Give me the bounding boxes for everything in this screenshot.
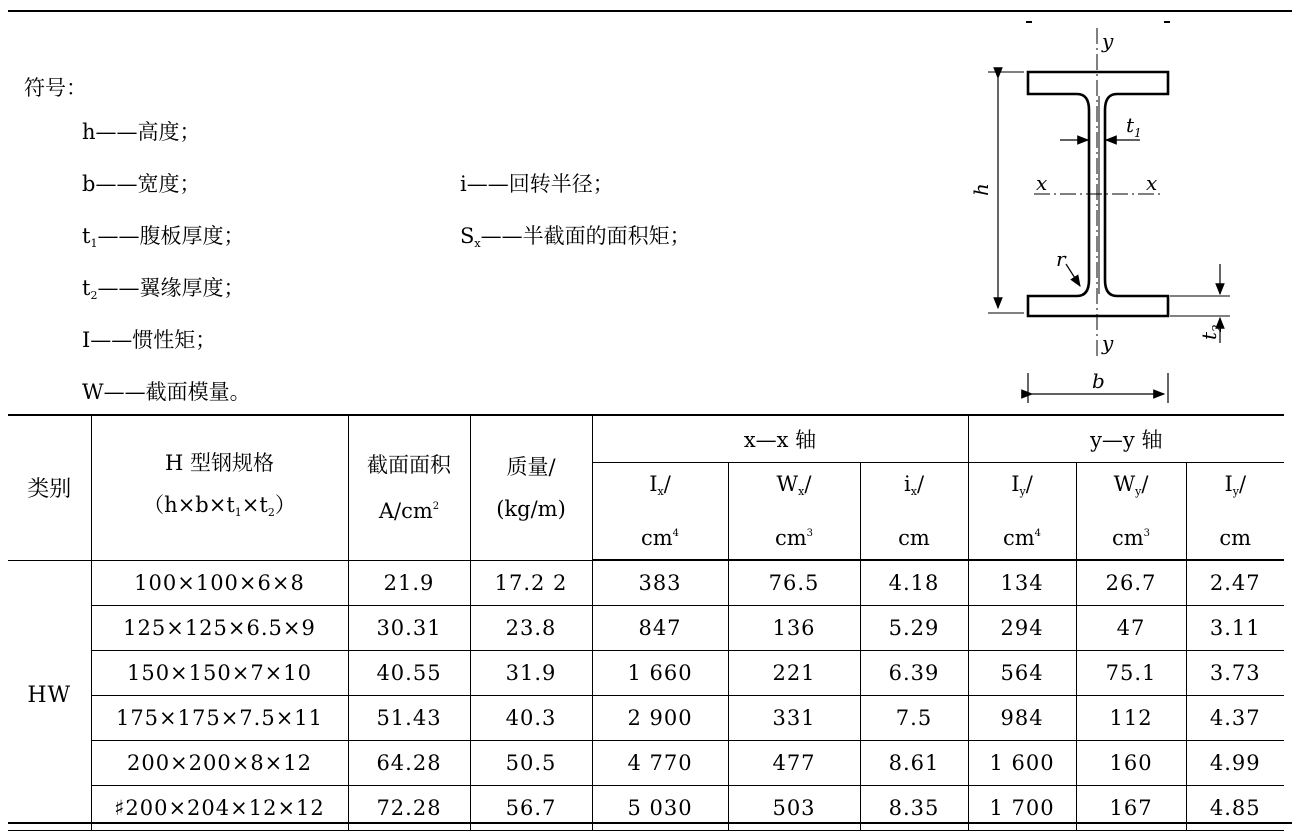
cell-ix: 2 900 bbox=[592, 696, 728, 741]
cell-wx: 136 bbox=[728, 606, 860, 651]
label-r: r bbox=[1056, 247, 1066, 271]
cell-ix: 1 660 bbox=[592, 651, 728, 696]
top-rule bbox=[8, 10, 1292, 12]
table-row bbox=[8, 741, 1284, 786]
cell-spec: 125×125×6.5×9 bbox=[91, 606, 348, 651]
h-beam-svg bbox=[960, 18, 1260, 413]
header-area: 截面面积 $A/cm^2$ bbox=[348, 415, 470, 560]
symbol-legend bbox=[24, 66, 691, 422]
label-h: h bbox=[969, 183, 993, 196]
cell-iy: 4.37 bbox=[1186, 696, 1284, 741]
bottom-rule bbox=[8, 822, 1292, 824]
h-beam-cross-section-diagram bbox=[960, 18, 1260, 413]
cell-wy: 75.1 bbox=[1076, 651, 1186, 696]
cell-area: 40.55 bbox=[348, 651, 470, 696]
label-x-right: x bbox=[1146, 171, 1158, 195]
subheader-cell: $I_x/$ $cm^4$ bbox=[592, 463, 728, 561]
cell-area: 72.28 bbox=[348, 786, 470, 831]
cell-wy: 112 bbox=[1076, 696, 1186, 741]
cell-wy: 26.7 bbox=[1076, 560, 1186, 606]
cell-iy: 4.85 bbox=[1186, 786, 1284, 831]
cell-mass: 23.8 bbox=[470, 606, 592, 651]
table-row bbox=[8, 651, 1284, 696]
cell-ix: 383 bbox=[592, 560, 728, 606]
cell-spec: ♯200×204×12×12 bbox=[91, 786, 348, 831]
cell-spec: 175×175×7.5×11 bbox=[91, 696, 348, 741]
cell-ix: 7.5 bbox=[860, 696, 968, 741]
header-mass: 质量/ (kg/m) bbox=[470, 415, 592, 560]
subheader-cell: $I_y/$ $cm^4$ bbox=[968, 463, 1076, 561]
cell-spec: 200×200×8×12 bbox=[91, 741, 348, 786]
h-beam-spec-table bbox=[8, 414, 1284, 831]
cell-iy: 564 bbox=[968, 651, 1076, 696]
header-yy-axis: y—y 轴 bbox=[968, 415, 1284, 463]
cell-wx: 331 bbox=[728, 696, 860, 741]
cell-iy: 294 bbox=[968, 606, 1076, 651]
cell-wy: 160 bbox=[1076, 741, 1186, 786]
header-spec: H 型钢规格 $(h\times b\times t_1\times t_2)$ bbox=[91, 415, 348, 560]
legend-row: h——高度； bbox=[82, 120, 201, 144]
table-row bbox=[8, 696, 1284, 741]
cell-iy: 1 700 bbox=[968, 786, 1076, 831]
cell-spec: 100×100×6×8 bbox=[91, 560, 348, 606]
label-t2: $t_2$ bbox=[1197, 324, 1224, 340]
cell-area: 51.43 bbox=[348, 696, 470, 741]
cell-iy: 984 bbox=[968, 696, 1076, 741]
subheader-cell: $I_y/$ cm bbox=[1186, 463, 1284, 561]
label-t1: $t_1$ bbox=[1126, 113, 1142, 140]
cell-iy: 2.47 bbox=[1186, 560, 1284, 606]
category-cell: HW bbox=[8, 560, 91, 831]
cell-mass: 56.7 bbox=[470, 786, 592, 831]
cell-ix: 4.18 bbox=[860, 560, 968, 606]
cell-ix: 847 bbox=[592, 606, 728, 651]
cell-wy: 167 bbox=[1076, 786, 1186, 831]
cell-wx: 76.5 bbox=[728, 560, 860, 606]
cell-iy: 3.73 bbox=[1186, 651, 1284, 696]
cell-mass: 17.2 2 bbox=[470, 560, 592, 606]
label-x-left: x bbox=[1036, 171, 1048, 195]
label-b: b bbox=[1092, 369, 1105, 393]
cell-wx: 221 bbox=[728, 651, 860, 696]
cell-ix: 5 030 bbox=[592, 786, 728, 831]
label-y-bottom: y bbox=[1102, 331, 1114, 355]
table-row bbox=[8, 560, 1284, 606]
cell-iy: 1 600 bbox=[968, 741, 1076, 786]
cell-ix: 6.39 bbox=[860, 651, 968, 696]
cell-iy: 4.99 bbox=[1186, 741, 1284, 786]
cell-ix: 8.61 bbox=[860, 741, 968, 786]
cell-area: 21.9 bbox=[348, 560, 470, 606]
cell-ix: 8.35 bbox=[860, 786, 968, 831]
cell-ix: 5.29 bbox=[860, 606, 968, 651]
cell-mass: 50.5 bbox=[470, 741, 592, 786]
legend-row: $t_2——$翼缘厚度； bbox=[82, 276, 245, 302]
legend-row: W——截面模量。 bbox=[82, 380, 251, 404]
label-y-top: y bbox=[1102, 29, 1114, 53]
cell-mass: 31.9 bbox=[470, 651, 592, 696]
subheader-cell: $i_x/$ cm bbox=[860, 463, 968, 561]
legend-heading: 符号： bbox=[24, 76, 87, 100]
cell-iy: 3.11 bbox=[1186, 606, 1284, 651]
subheader-cell: $W_x/$ $cm^3$ bbox=[728, 463, 860, 561]
cell-wx: 477 bbox=[728, 741, 860, 786]
legend-row: b——宽度； i——回转半径； bbox=[82, 172, 614, 196]
legend-row: I——惯性矩； bbox=[82, 328, 217, 352]
cell-area: 64.28 bbox=[348, 741, 470, 786]
cell-ix: 4 770 bbox=[592, 741, 728, 786]
subheader-cell: $W_y/$ $cm^3$ bbox=[1076, 463, 1186, 561]
table-row bbox=[8, 606, 1284, 651]
header-xx-axis: x—x 轴 bbox=[592, 415, 968, 463]
cell-wx: 503 bbox=[728, 786, 860, 831]
legend-row: $t_1——$腹板厚度； $S_x——$半截面的面积矩； bbox=[82, 224, 691, 250]
cell-wy: 47 bbox=[1076, 606, 1186, 651]
header-category: 类别 bbox=[8, 415, 91, 560]
cell-iy: 134 bbox=[968, 560, 1076, 606]
cell-area: 30.31 bbox=[348, 606, 470, 651]
cell-mass: 40.3 bbox=[470, 696, 592, 741]
cell-spec: 150×150×7×10 bbox=[91, 651, 348, 696]
